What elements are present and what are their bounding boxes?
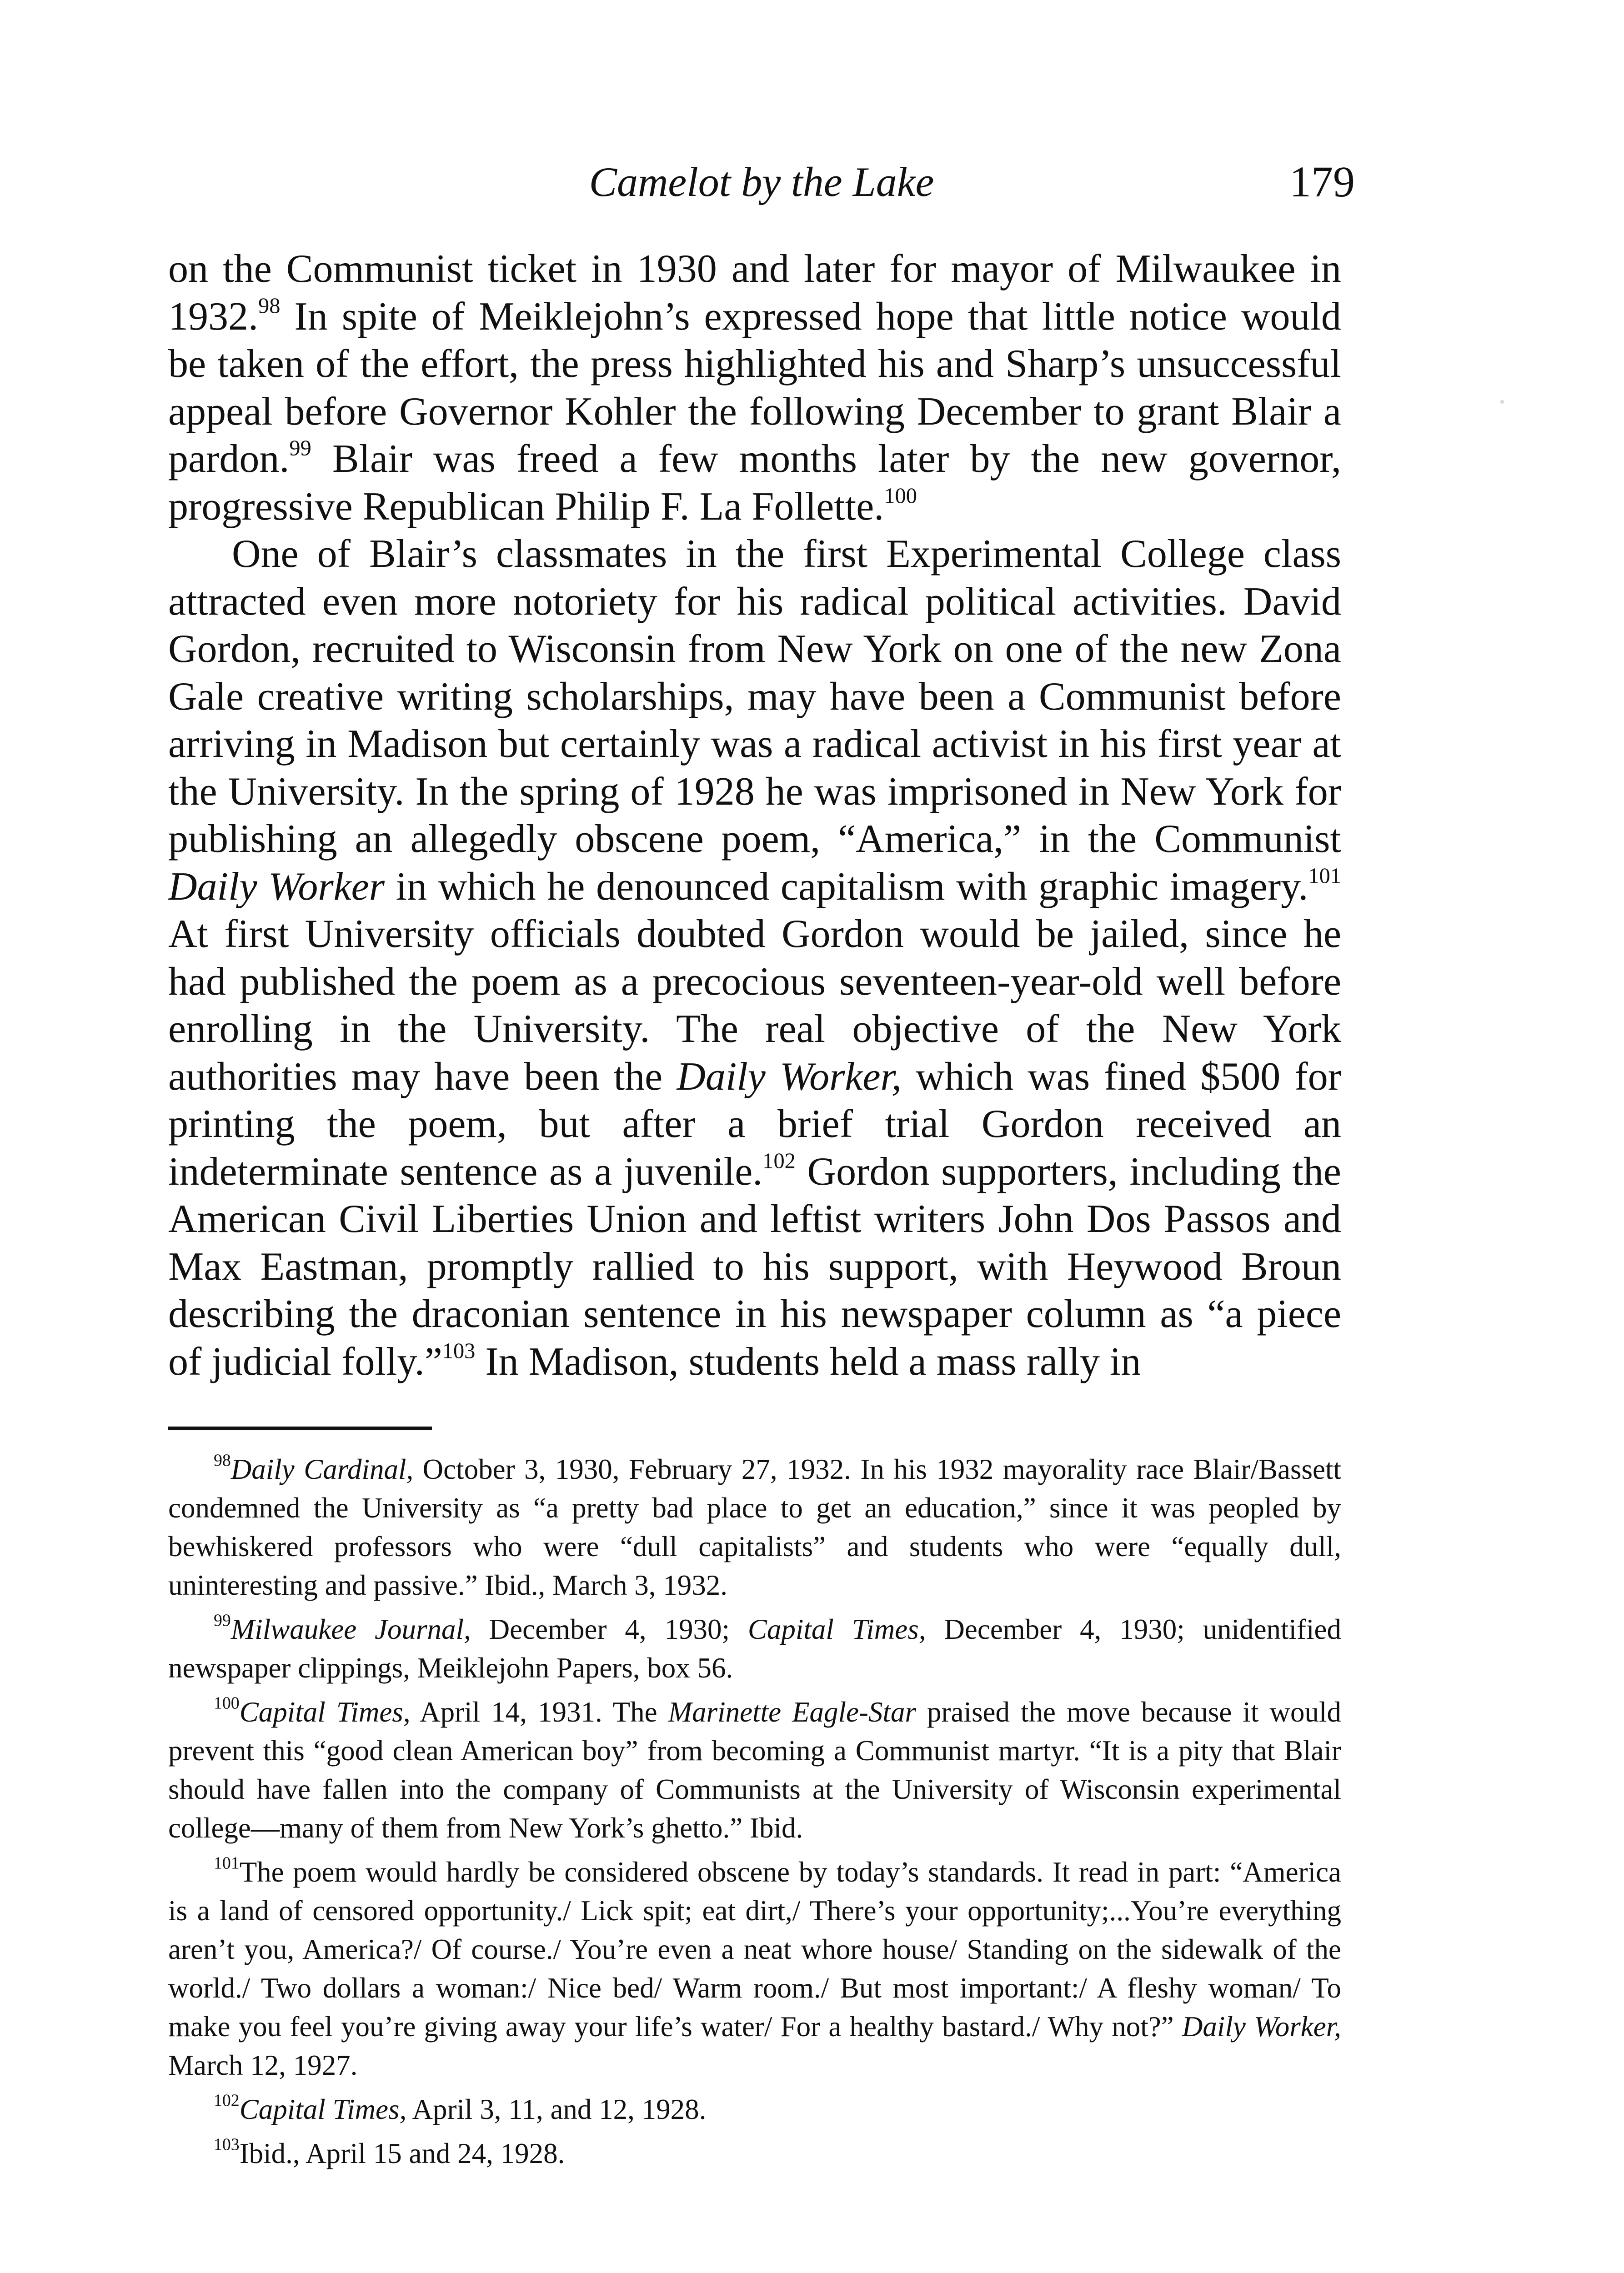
footnote-number: 101 <box>214 1853 240 1873</box>
footnote-ref-99: 99 <box>289 436 311 461</box>
text-run: Gordon supporters, including the American Civil Liberties Union and leftist writers John Dos Passos and Max Eastman, promptly rallied to his support, with Heywood Broun describing the draconian sentence in his newspaper column as “a piece of judicial folly.” <box>168 1149 1341 1384</box>
footnote-102 <box>168 2090 1341 2129</box>
footnote-ref-98: 98 <box>258 294 281 318</box>
footnote-100 <box>168 1693 1341 1847</box>
footnote-number: 102 <box>214 2091 240 2110</box>
footnote-text: December 4, 1930; unidentified newspaper clippings, Meiklejohn Papers, box 56. <box>168 1613 1341 1684</box>
page-header <box>168 155 1355 209</box>
footnote-103 <box>168 2134 1341 2173</box>
italic-title: Marinette Eagle-Star <box>668 1696 917 1728</box>
footnote-text: October 3, 1930, February 27, 1932. In his 1932 mayorality race Blair/Bassett condemned the University as “a pretty bad place to get an education,” since it was peopled by bewhiskered professors who were “dull capitalists” and students who were “equally dull, uninteresting and passive.” Ibid., March 3, 1932. <box>168 1453 1341 1601</box>
footnote-text: December 4, 1930; <box>471 1613 748 1645</box>
footnote-number: 100 <box>214 1693 240 1713</box>
italic-title: Daily Worker, <box>677 1054 902 1099</box>
italic-title: Milwaukee Journal, <box>231 1613 471 1645</box>
scan-speck <box>1500 400 1504 404</box>
footnote-ref-102: 102 <box>762 1149 796 1173</box>
footnote-number: 98 <box>214 1451 231 1470</box>
paragraph-2 <box>168 531 1341 1386</box>
text-run: on the Communist ticket in 1930 and later for mayor of Milwaukee in 1932. <box>168 247 1341 339</box>
footnote-ref-100: 100 <box>884 484 917 508</box>
main-text <box>168 245 1341 1386</box>
footnote-text: March 12, 1927. <box>168 2049 358 2081</box>
text-run: One of Blair’s classmates in the first Experimental College class attracted even more notoriety for his radical political activities. David Gordon, recruited to Wisconsin from New York on one of the new Zona Gale creative writing scholarships, may have been a Communist before arriving in Madison but certainly was a radical activist in his first year at the University. In the spring of 1928 he was imprisoned in New York for publishing an allegedly obscene poem, “America,” in the Communist <box>168 532 1341 861</box>
footnote-ref-103: 103 <box>442 1339 476 1363</box>
text-run: In Madison, students held a mass rally in <box>475 1339 1141 1384</box>
footnote-text: praised the move because it would prevent this “good clean American boy” from becoming a Communist martyr. “It is a pity that Blair should have fallen into the company of Communists at the University of Wisconsin experimental college—many of them from New York’s ghetto.” Ibid. <box>168 1696 1341 1844</box>
footnote-number: 103 <box>214 2135 240 2154</box>
footnote-text: April 14, 1931. The <box>410 1696 668 1728</box>
footnote-ref-101: 101 <box>1308 864 1341 888</box>
text-run: which was fined $500 for printing the poem, but after a brief trial Gordon received an indeterminate sentence as a juvenile. <box>168 1054 1341 1194</box>
footnote-number: 99 <box>214 1611 231 1630</box>
footnote-divider <box>168 1427 432 1430</box>
text-run: In spite of Meiklejohn’s expressed hope that little notice would be taken of the effort, the press highlighted his and Sharp’s unsuccessful appeal before Governor Kohler the following December to grant Blair a pardon. <box>168 294 1341 481</box>
italic-title: Capital Times, <box>239 2093 407 2125</box>
footnotes <box>168 1450 1341 2178</box>
text-run: Blair was freed a few months later by the new governor, progressive Republican Philip F. La Follette. <box>168 437 1341 529</box>
page-number: 179 <box>1289 157 1355 206</box>
footnote-99 <box>168 1610 1341 1687</box>
footnote-text: Ibid., April 15 and 24, 1928. <box>239 2138 565 2169</box>
footnote-text: April 3, 11, and 12, 1928. <box>406 2093 707 2125</box>
footnote-101 <box>168 1853 1341 2085</box>
italic-title: Capital Times, <box>747 1613 926 1645</box>
text-run: in which he denounced capitalism with graphic imagery. <box>384 864 1308 909</box>
italic-title: Daily Worker, <box>1182 2011 1341 2043</box>
running-title: Camelot by the Lake <box>589 159 934 205</box>
paragraph-1 <box>168 245 1341 531</box>
text-run: At first University officials doubted Gordon would be jailed, since he had published the poem as a precocious seventeen-year-old well before enrolling in the University. The real objective of the New York authorities may have been the <box>168 912 1341 1099</box>
footnote-98 <box>168 1450 1341 1605</box>
italic-title: Daily Worker <box>168 864 385 909</box>
italic-title: Daily Cardinal, <box>231 1453 414 1485</box>
italic-title: Capital Times, <box>239 1696 411 1728</box>
footnote-text: The poem would hardly be considered obscene by today’s standards. It read in part: “America is a land of censored opportunity./ Lick spit; eat dirt,/ There’s your opportunity;...You’re everything aren’t you, America?/ Of course./ You’re even a neat whore house/ Standing on the sidewalk of the world./ Two dollars a woman:/ Nice bed/ Warm room./ But most important:/ A fleshy woman/ To make you feel you’re giving away your life’s water/ For a healthy bastard./ Why not?” <box>168 1856 1341 2043</box>
